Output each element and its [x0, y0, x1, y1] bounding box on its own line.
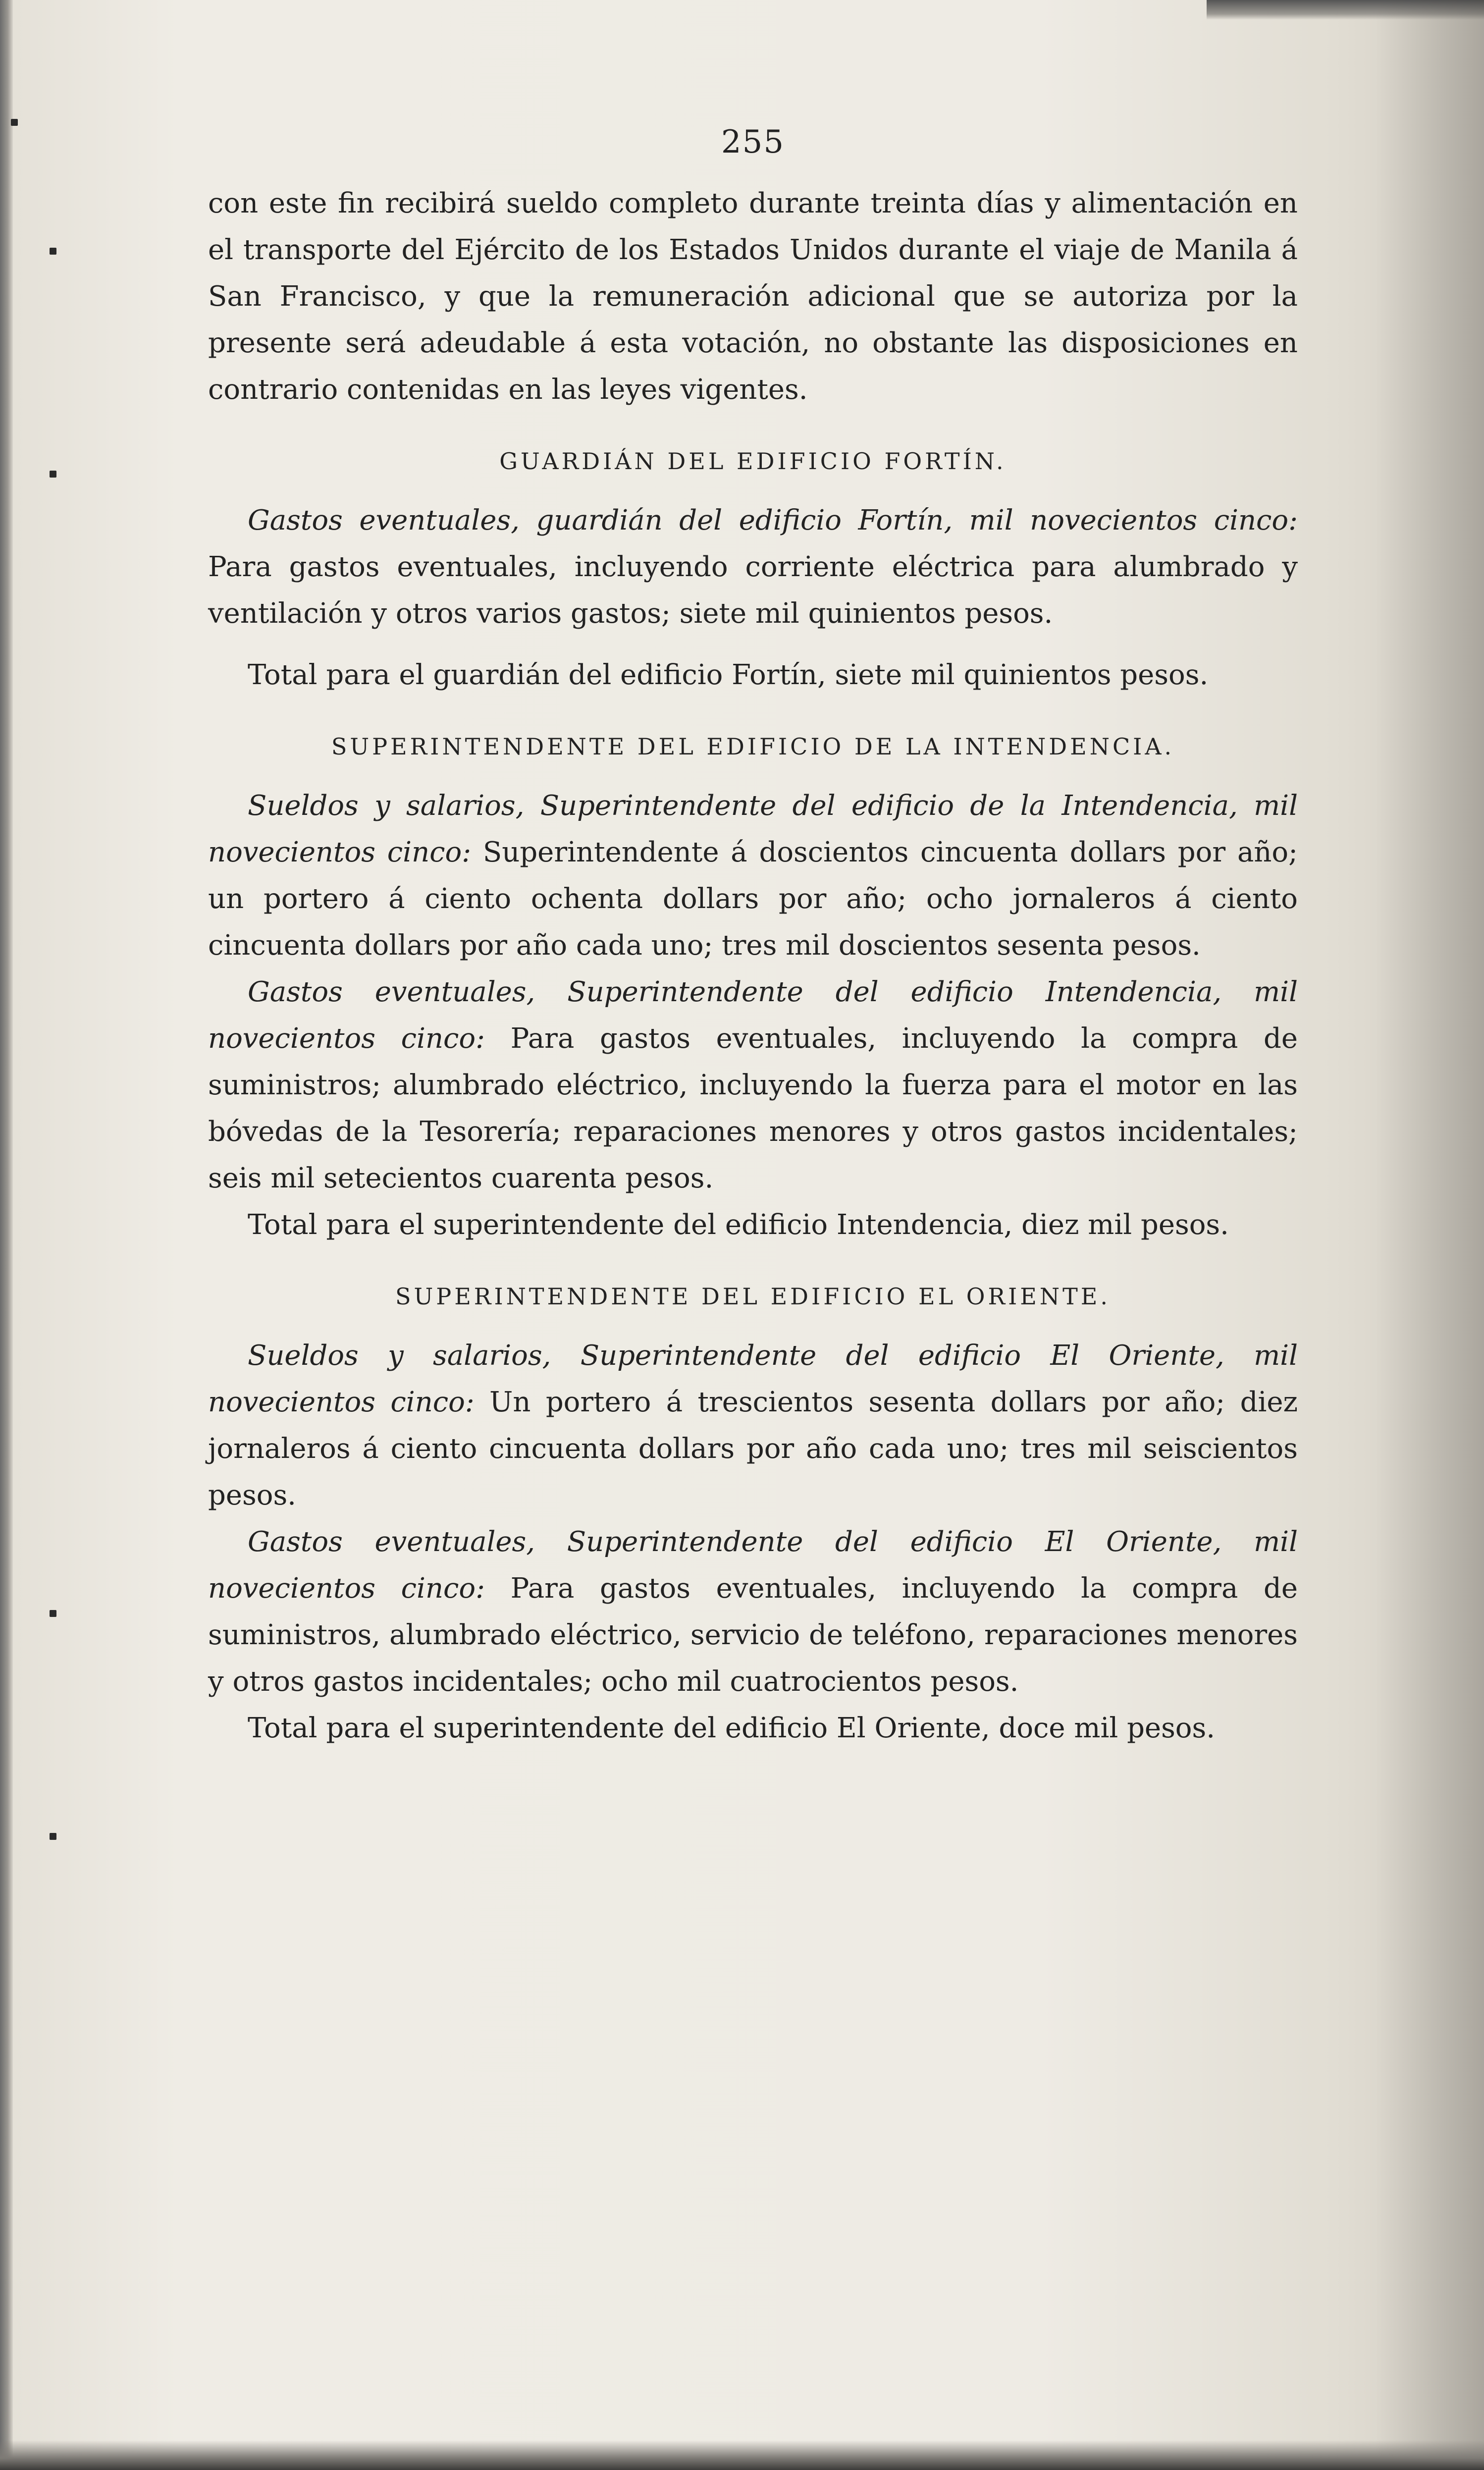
margin-mark	[50, 1610, 56, 1617]
paragraph-intendencia-sueldos	[208, 783, 1298, 969]
paragraph-oriente-gastos	[208, 1519, 1298, 1705]
page-number: 255	[721, 124, 785, 161]
paragraph-text: Para gastos eventuales, incluyendo la compra de suministros; alumbrado eléctrico, incluyendo la fuerza para el motor en las bóvedas de la Tesorería; reparaciones menores y otros gastos incidentales; seis mil setecientos cuarenta pesos.	[208, 1022, 1298, 1194]
page-binding-edge	[0, 0, 13, 2470]
margin-mark	[50, 248, 56, 255]
section-heading-oriente: SUPERINTENDENTE DEL EDIFICIO EL ORIENTE.	[395, 1283, 1111, 1310]
paragraph-fortin-gastos	[208, 497, 1298, 637]
paragraph-lead: Gastos eventuales, Superintendente del edificio El Oriente, mil novecientos cinco:	[208, 1526, 1298, 1605]
section-heading-intendencia: SUPERINTENDENTE DEL EDIFICIO DE LA INTENDENCIA.	[331, 733, 1175, 760]
page-bottom-edge	[0, 2440, 1484, 2470]
paragraph-oriente-sueldos	[208, 1333, 1298, 1519]
paragraph-lead: Sueldos y salarios, Superintendente del edificio El Oriente, mil novecientos cinco:	[208, 1340, 1298, 1418]
paragraph-text: Un portero á trescientos sesenta dollars por año; diez jornaleros á ciento cincuenta dollars por año cada uno; tres mil seiscientos pesos.	[208, 1386, 1298, 1511]
section-heading-fortin: GUARDIÁN DEL EDIFICIO FORTÍN.	[499, 448, 1007, 475]
margin-mark	[11, 119, 18, 126]
page-content	[208, 124, 1298, 1752]
paragraph-text: Para gastos eventuales, incluyendo corriente eléctrica para alumbrado y ventilación y otros varios gastos; siete mil quinientos pesos.	[208, 551, 1298, 630]
paragraph-text: Superintendente á doscientos cincuenta dollars por año; un portero á ciento ochenta dollars por año; ocho jornaleros á ciento cincuenta dollars por año cada uno; tres mil doscientos sesenta pesos.	[208, 836, 1298, 962]
margin-mark	[50, 1833, 56, 1840]
paragraph-fortin-total: Total para el guardián del edificio Fortín, siete mil quinientos pesos.	[248, 659, 1209, 691]
page-right-shadow	[1375, 0, 1484, 2470]
paragraph-lead: Gastos eventuales, guardián del edificio Fortín, mil novecientos cinco:	[248, 504, 1298, 537]
paragraph-intendencia-total: Total para el superintendente del edificio Intendencia, diez mil pesos.	[248, 1209, 1229, 1241]
paragraph-lead: Sueldos y salarios, Superintendente del edificio de la Intendencia, mil novecientos cinco:	[208, 790, 1298, 868]
paragraph-oriente-total: Total para el superintendente del edificio El Oriente, doce mil pesos.	[248, 1712, 1216, 1744]
paragraph-lead: Gastos eventuales, Superintendente del edificio Intendencia, mil novecientos cinco:	[208, 976, 1298, 1055]
paragraph-text: Para gastos eventuales, incluyendo la compra de suministros, alumbrado eléctrico, servicio de teléfono, reparaciones menores y otros gastos incidentales; ocho mil cuatrocientos pesos.	[208, 1572, 1298, 1698]
margin-mark	[50, 471, 56, 478]
paragraph-intendencia-gastos	[208, 969, 1298, 1202]
intro-paragraph: con este fin recibirá sueldo completo durante treinta días y alimentación en el transporte del Ejército de los Estados Unidos durante el viaje de Manila á San Francisco, y que la remuneración adicional que se autoriza por la presente será adeudable á esta votación, no obstante las disposiciones en contrario contenidas en las leyes vigentes.	[208, 187, 1298, 406]
